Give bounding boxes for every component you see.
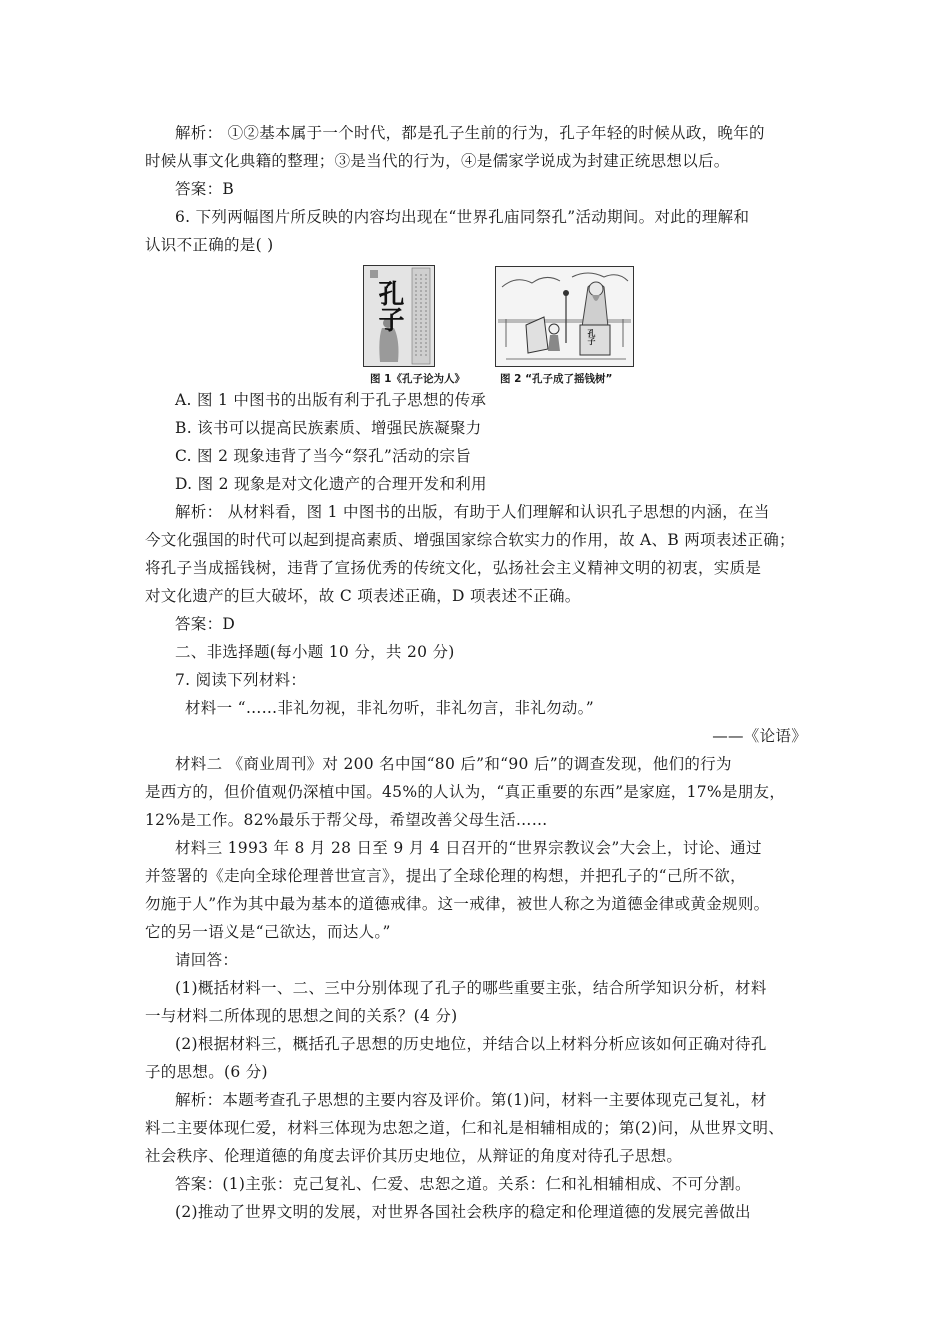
question-7: 7. 阅读下列材料： [175,671,307,689]
text-line: 它的另一语义是“己欲达，而达人。” [145,923,391,941]
answer-2: (2)推动了世界文明的发展，对世界各国社会秩序的稳定和伦理道德的发展完善做出 [175,1203,751,1221]
text-line: 社会秩序、伦理道德的角度去评价其历史地位，从辩证的角度对待孔子思想。 [145,1147,683,1165]
text-line: 解析： 从材料看，图 1 中图书的出版，有助于人们理解和认识孔子思想的内涵，在当 [175,503,770,521]
text-line: 时候从事文化典籍的整理；③是当代的行为，④是儒家学说成为封建正统思想以后。 [145,152,730,170]
text-line: 是西方的，但价值观仍深植中国。45%的人认为，“真正重要的东西”是家庭，17%是朋友， [145,783,786,801]
material-3: 材料三 1993 年 8 月 28 日至 9 月 4 日召开的“世界宗教议会”大会上，讨论、通过 [175,839,762,857]
text-line: 答案：B [175,180,235,198]
text-line: 将孔子当成摇钱树，违背了宣扬优秀的传统文化，弘扬社会主义精神文明的初衷，实质是 [145,559,762,577]
option-a: A. 图 1 中图书的出版有利于孔子思想的传承 [175,391,487,409]
option-d: D. 图 2 现象是对文化遗产的合理开发和利用 [175,475,487,493]
text-line: 勿施于人”作为其中最为基本的道德戒律。这一戒律，被世人称之为道德金律或黄金规则。 [145,895,770,913]
book-title: 孔子 [374,280,404,332]
cartoon-illustration [496,267,633,366]
material-1-source: ——《论语》 [712,727,807,745]
text-line: 并签署的《走向全球伦理普世宣言》，提出了全球伦理的构想，并把孔子的“己所不欲， [145,867,746,885]
figure-2-caption: 图 2 “孔子成了摇钱树” [500,373,613,385]
question-6: 6. 下列两幅图片所反映的内容均出现在“世界孔庙同祭孔”活动期间。对此的理解和 [175,208,750,226]
option-b: B. 该书可以提高民族素质、增强民族凝聚力 [175,419,482,437]
text-line: 一与材料二所体现的思想之间的关系？(4 分) [145,1007,458,1025]
text-line: 认识不正确的是( ) [145,236,274,254]
statue-sign: 孔子 [587,329,596,345]
text-line: 今文化强国的时代可以起到提高素质、增强国家综合软实力的作用，故 A、B 两项表述正确； [145,531,795,549]
answer-1: 答案：(1)主张：克己复礼、仁爱、忠恕之道。关系：仁和礼相辅相成、不可分割。 [175,1175,751,1193]
material-1: 材料一 “……非礼勿视，非礼勿听，非礼勿言，非礼勿动。” [185,699,594,717]
section-heading: 二、非选择题(每小题 10 分，共 20 分) [175,643,455,661]
sub-question-2: (2)根据材料三，概括孔子思想的历史地位，并结合以上材料分析应该如何正确对待孔 [175,1035,767,1053]
figure-1-caption: 图 1《孔子论为人》 [370,373,465,385]
text-line: 12%是工作。82%最乐于帮父母，希望改善父母生活…… [145,811,548,829]
text-line: 对文化遗产的巨大破坏，故 C 项表述正确，D 项表述不正确。 [145,587,581,605]
text-line: 解析：本题考查孔子思想的主要内容及评价。第(1)问，材料一主要体现克己复礼，材 [175,1091,767,1109]
text-line: 子的思想。(6 分) [145,1063,268,1081]
text-line: 解析： ①②基本属于一个时代，都是孔子生前的行为，孔子年轻的时候从政，晚年的 [175,124,765,142]
figure-2-cartoon [495,266,634,367]
figure-1-book-cover [363,265,435,367]
text-line: 答案：D [175,615,236,633]
text-line: 料二主要体现仁爱，材料三体现为忠恕之道，仁和礼是相辅相成的；第(2)问，从世界文明、 [145,1119,785,1137]
option-c: C. 图 2 现象违背了当今“祭孔”活动的宗旨 [175,447,472,465]
sub-question-1: (1)概括材料一、二、三中分别体现了孔子的哪些重要主张，结合所学知识分析，材料 [175,979,767,997]
material-2: 材料二 《商业周刊》对 200 名中国“80 后”和“90 后”的调查发现，他们的行为 [175,755,732,773]
text-line: 请回答： [175,951,239,969]
